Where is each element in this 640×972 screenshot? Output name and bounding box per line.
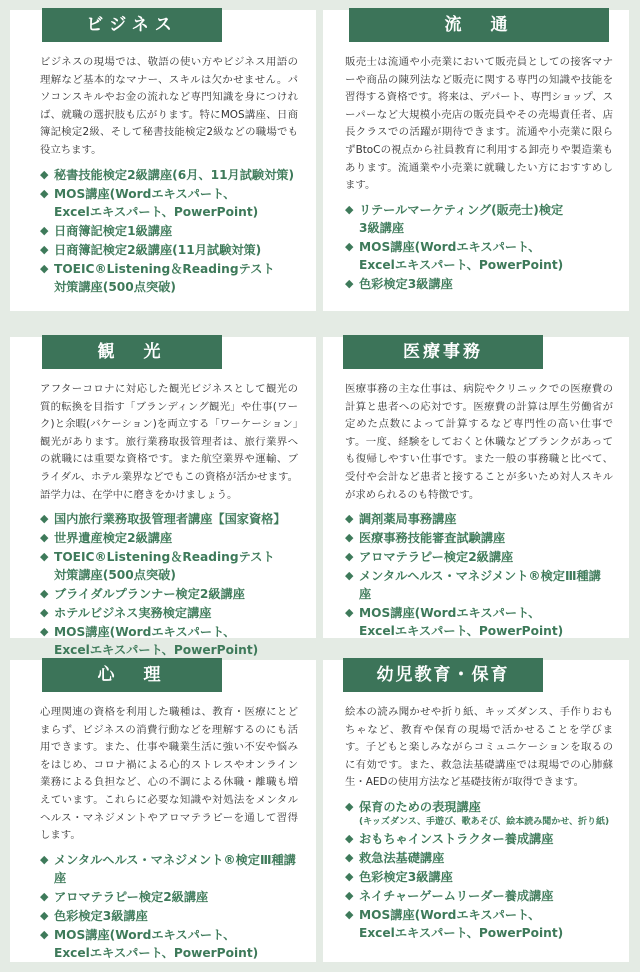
list-item: ◆ TOEIC®Listening＆Readingテスト 対策講座(500点突破): [40, 550, 275, 583]
list-item: ◆ ネイチャーゲームリーダー養成講座: [345, 888, 554, 903]
diamond-bullet-icon: ◆: [345, 512, 354, 526]
course-list: [345, 798, 613, 942]
diamond-bullet-icon: ◆: [40, 606, 49, 620]
list-item: ◆ 秘書技能検定2級講座(6月、11月試験対策): [40, 167, 295, 182]
card-title: 心 理: [42, 658, 222, 692]
card-description: 絵本の読み聞かせや折り紙、キッズダンス、手作りおもちゃなど、教育や保育の現場で活かせることを学びます。子どもと楽しみながらコミュニケーションを取るのに有効です。また、救急法基礎講座では現場での心肺蘇生・AEDの使用方法など基礎技術が取得できます。: [345, 706, 613, 789]
list-item: ◆ TOEIC®Listening＆Readingテスト 対策講座(500点突破): [40, 261, 275, 294]
card-description: アフターコロナに対応した観光ビジネスとして観光の質的転換を目指す「ブランディング観光」や仕事(ワーク)と余暇(バケーション)を両立する「ワーケーション」観光があります。旅行業務取扱管理者は、旅行業界への就職には重要な資格です。また航空業界や運輸、ブライダル、ホテル業界などでもこの資格が活かせます。語学力は、在学中に磨きをかけましょう。: [40, 383, 298, 501]
card-body: [40, 704, 298, 963]
card-body: [345, 54, 613, 294]
list-item: ◆ ブライダルプランナー検定2級講座: [40, 587, 245, 602]
diamond-bullet-icon: ◆: [345, 531, 354, 545]
list-item: ◆ アロマテラピー検定2級講座: [40, 889, 209, 904]
card-psychology: [10, 660, 316, 962]
course-subnote: (キッズダンス、手遊び、歌あそび、絵本読み聞かせ、折り紙): [359, 816, 610, 827]
card-title: 観 光: [42, 335, 222, 369]
list-item: ◆ MOS講座(Wordエキスパート、 Excelエキスパート、PowerPoint): [40, 927, 259, 960]
diamond-bullet-icon: ◆: [40, 625, 49, 639]
card-description: 心理関連の資格を利用した職種は、教育・医療にとどまらず、ビジネスの消費行動などを理解するのにも活用できます。また、仕事や職業生活に強い不安や悩みをはじめ、コロナ禍による心的ストレスやオンライン業務による負担など、心の不調による休職・離職も増えています。これらに必要な知識や対処法をメンタルヘルス・マネジメントやアロマテラピーを通して習得します。: [40, 706, 298, 842]
card-body: [40, 54, 298, 297]
list-item: ◆ ホテルビジネス実務検定講座: [40, 606, 212, 621]
diamond-bullet-icon: ◆: [40, 531, 49, 545]
diamond-bullet-icon: ◆: [345, 888, 354, 902]
card-business: [10, 10, 316, 311]
list-item: ◆ MOS講座(Wordエキスパート、 Excelエキスパート、PowerPoint): [345, 907, 564, 940]
diamond-bullet-icon: ◆: [345, 239, 354, 253]
diamond-bullet-icon: ◆: [40, 242, 49, 256]
card-body: [345, 381, 613, 641]
diamond-bullet-icon: ◆: [345, 606, 354, 620]
list-item: ◆ 色彩検定3級講座: [40, 908, 148, 923]
card-title: 流 通: [349, 8, 609, 42]
card-tourism: [10, 337, 316, 658]
list-item: ◆ 日商簿記検定2級講座(11月試験対策): [40, 242, 262, 257]
list-item: ◆ アロマテラピー検定2級講座: [345, 550, 514, 565]
list-item: ◆ メンタルヘルス・マネジメント®検定Ⅲ種講座: [40, 852, 296, 885]
list-item: ◆ 世界遺産検定2級講座: [40, 531, 173, 546]
list-item: ◆ MOS講座(Wordエキスパート、 Excelエキスパート、PowerPoint): [40, 186, 259, 219]
list-item: ◆ 日商簿記検定1級講座: [40, 223, 173, 238]
diamond-bullet-icon: ◆: [40, 223, 49, 237]
list-item: ◆ 国内旅行業務取扱管理者講座【国家資格】: [40, 512, 286, 527]
course-list: [40, 851, 298, 962]
diamond-bullet-icon: ◆: [345, 869, 354, 883]
list-item: ◆ 色彩検定3級講座: [345, 869, 453, 884]
list-item: ◆ MOS講座(Wordエキスパート、 Excelエキスパート、PowerPoint): [40, 625, 259, 658]
list-item: ◆ MOS講座(Wordエキスパート、 Excelエキスパート、PowerPoint): [345, 606, 564, 639]
diamond-bullet-icon: ◆: [345, 799, 354, 813]
card-description: 医療事務の主な仕事は、病院やクリニックでの医療費の計算と患者への応対です。医療費の計算は厚生労働省が定めた点数によって計算するなど専門性の高い仕事です。一度、経験をしておくと休職などブランクがあっても復帰しやすい仕事です。また一般の事務職と比べて、受付や会計など患者と接することが多いため対人スキルが求められるのも特徴です。: [345, 383, 613, 501]
diamond-bullet-icon: ◆: [40, 512, 49, 526]
diamond-bullet-icon: ◆: [40, 852, 49, 866]
list-item: ◆ 色彩検定3級講座: [345, 276, 453, 291]
list-item: ◆ 保育のための表現講座 (キッズダンス、手遊び、歌あそび、絵本読み聞かせ、折り紙): [345, 798, 613, 829]
list-item: ◆ メンタルヘルス・マネジメント®検定Ⅲ種講座: [345, 569, 601, 602]
card-distribution: [323, 10, 629, 311]
diamond-bullet-icon: ◆: [40, 927, 49, 941]
card-description: ビジネスの現場では、敬語の使い方やビジネス用語の理解など基本的なマナー、スキルは欠かせません。パソコンスキルやお金の流れなど専門知識を身につければ、就職の選択肢も広がります。特にMOS講座、日商簿記検定2級、そして秘書技能検定2級などの職場でも役立ちます。: [40, 56, 298, 156]
course-list: [40, 510, 298, 659]
course-list: [345, 510, 613, 640]
diamond-bullet-icon: ◆: [40, 550, 49, 564]
list-item: ◆ おもちゃインストラクター養成講座: [345, 831, 554, 846]
card-body: [345, 704, 613, 943]
diamond-bullet-icon: ◆: [345, 831, 354, 845]
list-item: ◆ 救急法基礎講座: [345, 850, 445, 865]
card-medical-office: [323, 337, 629, 638]
diamond-bullet-icon: ◆: [345, 202, 354, 216]
list-item: ◆ 医療事務技能審査試験講座: [345, 531, 506, 546]
list-item: ◆ 調剤薬局事務講座: [345, 512, 457, 527]
diamond-bullet-icon: ◆: [345, 276, 354, 290]
diamond-bullet-icon: ◆: [40, 908, 49, 922]
card-title: 医療事務: [343, 335, 543, 369]
diamond-bullet-icon: ◆: [40, 167, 49, 181]
card-early-childhood-education: [323, 660, 629, 962]
diamond-bullet-icon: ◆: [40, 587, 49, 601]
card-description: 販売士は流通や小売業において販売員としての接客マナーや商品の陳列法など販売に関する専門の知識や技能を習得する資格です。将来は、デパート、専門ショップ、スーパーなど大規模小売店の販売員やその売場責任者、店長クラスでの活躍が期待できます。流通や小売業に限らずBtoCの視点から社員教育に利用する卸売りや製造業もあります。流通業や小売業に就職したい方におすすめします。: [345, 56, 613, 192]
course-list: [345, 201, 613, 293]
diamond-bullet-icon: ◆: [40, 261, 49, 275]
list-item: ◆ MOS講座(Wordエキスパート、 Excelエキスパート、PowerPoint): [345, 239, 564, 272]
diamond-bullet-icon: ◆: [345, 850, 354, 864]
diamond-bullet-icon: ◆: [345, 550, 354, 564]
diamond-bullet-icon: ◆: [345, 907, 354, 921]
card-title: ビジネス: [42, 8, 222, 42]
diamond-bullet-icon: ◆: [345, 569, 354, 583]
diamond-bullet-icon: ◆: [40, 186, 49, 200]
diamond-bullet-icon: ◆: [40, 889, 49, 903]
card-title: 幼児教育・保育: [343, 658, 543, 692]
course-list: [40, 166, 298, 296]
card-body: [40, 381, 298, 660]
list-item: ◆ リテールマーケティング(販売士)検定 3級講座: [345, 202, 564, 235]
